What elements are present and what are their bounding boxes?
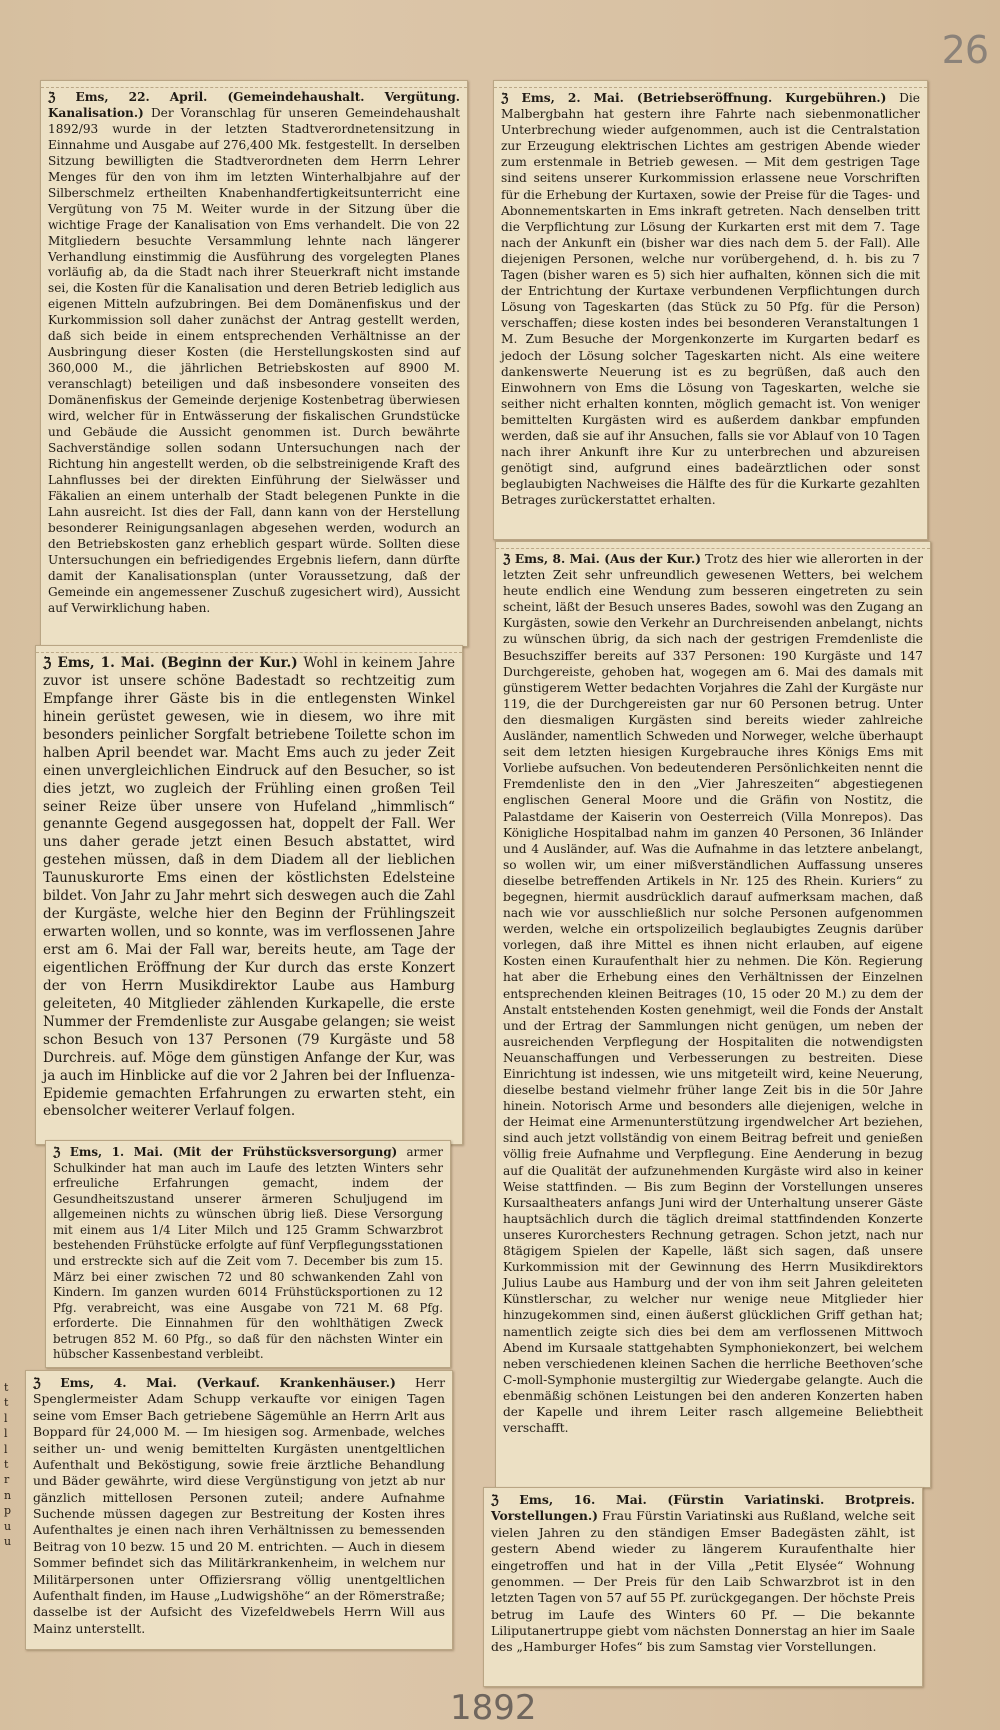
edge-letter: u bbox=[4, 1534, 12, 1548]
edge-letter: u bbox=[4, 1519, 12, 1533]
edge-letter: n bbox=[4, 1488, 12, 1502]
adjacent-clipping-edge bbox=[4, 1380, 20, 1549]
newspaper-clipping-aus-der-kur bbox=[495, 541, 931, 1488]
clipping-body bbox=[48, 90, 460, 616]
clipping-dateline: ℨ Ems, 22. April. (Gemeindehaushalt. Vergütung. Kanalisation.) bbox=[48, 90, 460, 120]
handwritten-year-mark: 1892 bbox=[450, 1688, 537, 1728]
clipping-dateline: ℨ Ems, 8. Mai. (Aus der Kur.) bbox=[503, 552, 702, 566]
clipping-cut-edge bbox=[36, 646, 462, 653]
clipping-dateline: ℨ Ems, 16. Mai. (Fürstin Variatinski. Brotpreis. Vorstellungen.) bbox=[491, 1492, 915, 1524]
edge-letter: l bbox=[4, 1427, 8, 1441]
clipping-dateline: ℨ Ems, 2. Mai. (Betriebseröffnung. Kurgebühren.) bbox=[501, 91, 887, 105]
edge-letter: p bbox=[4, 1504, 12, 1518]
clipping-text: Trotz des hier wie allerorten in der letzten Zeit sehr unfreundlich gewesenen Wetters, bei welchem heute endlich eine Wendung zum besseren eingetreten zu sein scheint, läßt der Besuch unseres Bades, sowohl was den Zugang an Kurgästen, sowie den Verkehr an Durchreisenden anbelangt, nichts zu wünschen übrig, da sich nach der gestrigen Fremdenliste die Besuchsziffer bereits auf 337 Personen: 190 Kurgäste und 147 Durchgereiste, gehoben hat, wogegen am 6. Mai des damals mit günstigerem Wetter bedachten Vorjahres die Zahl der Kurgäste nur 119, die der Durchgereisten gar nur 60 Personen betrug. Unter den diesmaligen Kurgästen sind bereits wieder zahlreiche Ausländer, namentlich Schweden und Norweger, welche überhaupt seit dem letzten hiesigen Kurgebrauche ihres Königs Ems mit Vorliebe aufsuchen. Von bedeutenderen Persönlichkeiten nennt die Fremdenliste den in den „Vier Jahreszeiten“ abgestiegenen englischen General Moore und die Gräfin von Nostitz, die Palastdame der Kaiserin von Oesterreich (Villa Monrepos). Das Königliche Hospitalbad nahm im ganzen 40 Personen, 36 Inländer und 4 Ausländer, auf. Was die Aufnahme in das letztere anbelangt, so wollen wir, um einer mißverständlichen Auffassung unseres dieselbe betreffenden Artikels in Nr. 125 des Rhein. Kuriers“ zu begegnen, hiermit ausdrücklich darauf aufmerksam machen, daß nach wie vor ausschließlich nur solche Personen aufgenommen werden, welche ein ortspolizeilich beglaubigtes Zeugnis darüber vorlegen, daß ihre Mittel es ihnen nicht erlauben, auf eigene Kosten einen Kuraufenthalt hier zu nehmen. Die Kön. Regierung hat aber die Erhebung eines den Verhältnissen der Einzelnen entsprechenden kleinen Beitrages (10, 15 oder 20 M.) zu dem der Anstalt entstehenden Kosten genehmigt, weil die Fonds der Anstalt und der Ertrag der Sammlungen nicht genügen, um neben der ausreichenden Verpflegung der Hospitaliten die notwendigsten Neuanschaffungen und Verbesserungen zu bestreiten. Diese Einrichtung ist indessen, wie uns mitgeteilt wird, keine Neuerung, dieselbe bestand vielmehr früher lange Zeit bis in die 50r Jahre hinein. Notorisch Arme und besonders alle diejenigen, welche in der Heimat eine Armenunterstützung irgendwelcher Art beziehen, sind auch jetzt vollständig von einem Beitrag befreit und genießen völlig freie Aufnahme und Verpflegung. Eine Aenderung in bezug auf die Qualität der aufzunehmenden Kurgäste wird also in keiner Weise stattfinden. — Bis zum Beginn der Vorstellungen unseres Kursaaltheaters anfangs Juni wird der Unterhaltung unserer Gäste hauptsächlich durch die täglich dreimal stattfindenden Konzerte unseres Kurorchesters Rechnung getragen. Schon jetzt, nach nur 8tägigem Spielen der Kapelle, läßt sich sagen, daß unsere Kurkommission mit der Gewinnung des Herrn Musikdirektors Julius Laube aus Hamburg und der von ihm seit Jahren geleiteten Künstlerschar, zu welcher nur wenige neue Mitglieder hier hinzugekommen sind, einen äußerst glücklichen Griff gethan hat; namentlich zeigte sich dies bei dem am verflossenen Mittwoch Abend im Kursaale stattgehabten Symphoniekonzert, bei welchem neben verschiedenen kleinen Sachen die herrliche Beethoven’sche C-moll-Symphonie mustergiltig zur Wiedergabe gelangte. Auch die ebenmäßig schönen Leistungen bei den anderen Konzerten haben der Kapelle und ihrem Leiter rasch allgemeine Beliebtheit verschafft. bbox=[503, 552, 924, 1436]
clipping-text: Herr Spenglermeister Adam Schupp verkaufte vor einigen Tagen seine vom Emser Bach getriebene Sägemühle an Herrn Arlt aus Boppard für 24,000 M. — Im hiesigen sog. Armenbade, welches seither un- und wenig bemittelten Kurgästen unentgeltlichen Aufenthalt und Beköstigung, sowie freie ärztliche Behandlung und Bäder gewährte, wird diese Vergünstigung von jetzt ab nur gänzlich mittellosen Personen zuteil; andere Aufnahme Suchende müssen dagegen zur Bestreitung der Kosten ihres Aufenthaltes je einen nach ihren Verhältnissen zu bemessenden Beitrag von 10 bezw. 15 und 20 M. entrichten. — Auch in diesem Sommer befindet sich das Militärkrankenheim, in welchem nur Militärpersonen unter Offiziersrang völlig unentgeltlichen Aufenthalt finden, im Hause „Ludwigshöhe“ an der Römerstraße; dasselbe ist der Aufsicht des Vizefeldwebels Herrn Will aus Mainz unterstellt. bbox=[33, 1375, 445, 1636]
clipping-dateline: ℨ Ems, 1. Mai. (Mit der Frühstücksversorgung) bbox=[53, 1145, 398, 1159]
newspaper-clipping-beginn-der-kur bbox=[35, 645, 463, 1145]
clipping-text: Wohl in keinem Jahre zuvor ist unsere schöne Badestadt so rechtzeitig zum Empfange ihrer Gäste bis in die entlegensten Winkel hinein gerüstet gewesen, wie in diesem, wo ihre mit besonders peinlicher Sorgfalt betriebene Toilette schon im halben April beendet war. Macht Ems auch zu jeder Zeit einen unvergleichlichen Eindruck auf den Besucher, so ist dies jetzt, wo zugleich der Frühling einen großen Teil seiner Reize über unsere von Hufeland „himmlisch“ genannte Gegend ausgegossen hat, doppelt der Fall. Wer uns daher gerade jetzt einen Besuch abstattet, wird gestehen müssen, daß in dem Diadem all der lieblichen Taunuskurorte Ems einen der köstlichsten Edelsteine bildet. Von Jahr zu Jahr mehrt sich deswegen auch die Zahl der Kurgäste, welche hier den Beginn der Frühlingszeit erwarten wollen, und so konnte, was im verflossenen Jahre erst am 6. Mai der Fall war, bereits heute, am Tage der eigentlichen Eröffnung der Kur durch das erste Konzert der von Herrn Musikdirektor Laube aus Hamburg geleiteten, 40 Mitglieder zählenden Kurkapelle, die erste Nummer der Fremdenliste zur Ausgabe gelangen; sie weist schon Besuch von 137 Personen (79 Kurgäste und 58 Durchreis. auf. Möge dem günstigen Anfange der Kur, was ja auch im Hinblicke auf die vor 2 Jahren bei der Influenza-Epidemie gemachten Erfahrungen zu erwarten steht, ein ebensolcher weiterer Verlauf folgen. bbox=[43, 655, 455, 1120]
clipping-cut-edge bbox=[494, 81, 927, 88]
edge-letter: t bbox=[4, 1396, 9, 1410]
clipping-text: Die Malbergbahn hat gestern ihre Fahrte nach siebenmonatlicher Unterbrechung wieder aufgenommen, auch ist die Centralstation zur Erzeugung elektrischen Lichtes am gestrigen Abende wieder zum erstenmale in Betrieb gewesen. — Mit dem gestrigen Tage sind seitens unserer Kurkommission erlassene neue Vorschriften für die Erhebung der Kurtaxen, sowie der Preise für die Tages- und Abonnementskarten in Ems inkraft getreten. Nach denselben tritt die Verpflichtung zur Lösung der Kurkarten erst mit dem 7. Tage nach der Ankunft ein (bisher war dies nach dem 5. der Fall). Alle diejenigen Personen, welche nur vorübergehend, d. h. bis zu 7 Tagen (bisher waren es 5) sich hier aufhalten, können sich die mit der Entrichtung der Kurtaxe verbundenen Verpflichtungen durch Lösung von Tageskarten (das Stück zu 50 Pfg. für die Person) verschaffen; diese kosten indes bei besonderen Veranstaltungen 1 M. Zum Besuche der Morgenkonzerte im Kurgarten bedarf es jedoch der Lösung solcher Tageskarten nicht. Als eine weitere dankenswerte Neuerung ist es zu begrüßen, daß auch den Einwohnern von Ems die Lösung von Tageskarten, welche sie seither nicht erhalten konnten, möglich gemacht ist. Von weniger bemittelten Kurgästen wird es außerdem dankbar empfunden werden, daß sie auf ihr Ansuchen, falls sie vor Ablauf von 10 Tagen nach ihrer Ankunft ihre Kur zu unterbrechen und abzureisen genötigt sind, aufgrund eines badeärztlichen oder sonst beglaubigten Nachweises die Hälfte des für die Kurkarte gezahlten Betrages zurückerstattet erhalten. bbox=[501, 91, 920, 508]
newspaper-clipping-fuerstin-variatinski bbox=[483, 1487, 923, 1687]
newspaper-clipping-krankenhaeuser bbox=[25, 1370, 453, 1650]
newspaper-clipping-fruehstuecksversorgung bbox=[45, 1140, 451, 1368]
edge-letter: t bbox=[4, 1457, 9, 1471]
edge-letter: t bbox=[4, 1381, 9, 1394]
clipping-body bbox=[503, 551, 923, 1436]
clipping-cut-edge bbox=[496, 542, 930, 549]
clipping-text: Der Voranschlag für unseren Gemeindehaushalt 1892/93 wurde in der letzten Stadtverordnetensitzung in Einnahme und Ausgabe auf 276,400 Mk. festgestellt. In derselben Sitzung bewilligten die Stadtverordneten dem Herrn Lehrer Menges für den von ihm im letzten Winterhalbjahre auf der Silberschmelz ertheilten Knabenhandfertigkeitsunterricht eine Vergütung von 75 M. Weiter wurde in der Sitzung über die wichtige Frage der Kanalisation von Ems verhandelt. Die von 22 Mitgliedern besuchte Versammlung lehnte nach längerer Verhandlung einstimmig die Ausführung des vorgelegten Planes vorläufig ab, da die Stadt nach ihrer Steuerkraft nicht imstande sei, die Kosten für die Kanalisation und deren Betrieb lediglich aus eigenen Mitteln aufzubringen. Bei dem Domänenfiskus und der Kurkommission soll daher zunächst der Antrag gestellt werden, daß sich beide in einem entsprechenden Verhältnisse an der Ausbringung dieser Kosten (die Herstellungskosten sind auf 360,000 M., die jährlichen Betriebskosten auf 8900 M. veranschlagt) beteiligen und daß insbesondere vonseiten des Domänenfiskus der Gemeinde derjenige Kostenbetrag überwiesen wird, welcher für in Entwässerung der fiskalischen Grundstücke und Gebäude die Aussicht genommen ist. Durch bewährte Sachverständige sollen sodann Untersuchungen nach der Richtung hin angestellt werden, ob die selbstreinigende Kraft des Lahnflusses bei der direkten Einführung der Sielwässer und Fäkalien an einem unterhalb der Stadt belegenen Punkte in die Lahn ausreicht. Ist dies der Fall, dann kann von der Herstellung besonderer Reinigungsanlagen abgesehen werden, wodurch an den Betriebskosten ganz erheblich gespart würde. Sollten diese Untersuchungen ein befriedigendes Ergebnis liefern, dann dürfte damit der Kanalisationsplan (unter Voraussetzung, daß der Gemeinde ein angemessener Zuschuß zugesichert wird), Aussicht auf Verwirklichung haben. bbox=[48, 105, 460, 615]
clipping-text: armer Schulkinder hat man auch im Laufe des letzten Winters sehr erfreuliche Erfahrungen gemacht, indem der Gesundheitszustand unserer ärmeren Schuljugend im allgemeinen nichts zu wünschen übrig ließ. Diese Versorgung mit einem aus 1/4 Liter Milch und 125 Gramm Schwarzbrot bestehenden Frühstücke erfolgte auf fünf Verpflegungsstationen und erstreckte sich auf die Zeit vom 7. December bis zum 15. März bei einer zwischen 72 und 80 schwankenden Zahl von Kindern. Im ganzen wurden 6014 Frühstücksportionen zu 12 Pfg. verabreicht, was eine Ausgabe von 721 M. 68 Pfg. erforderte. Die Einnahmen für den wohlthätigen Zweck betrugen 852 M. 60 Pfg., so daß für den nächsten Winter ein hübscher Kassenbestand verbleibt. bbox=[53, 1145, 443, 1362]
page-number-mark: 26 bbox=[941, 28, 988, 72]
clipping-body bbox=[53, 1145, 443, 1363]
newspaper-clipping-kurgebuehren bbox=[493, 80, 928, 540]
clipping-cut-edge bbox=[41, 81, 467, 88]
clipping-text: Frau Fürstin Variatinski aus Rußland, welche seit vielen Jahren zu den ständigen Emser Badegästen zählt, ist gestern Abend wieder zu längerem Kuraufenthalte hier eingetroffen und hat in der Villa „Petit Elysée“ Wohnung genommen. — Der Preis für den Laib Schwarzbrot ist in den letzten Tagen von 57 auf 55 Pf. zurückgegangen. Der höchste Preis betrug im Laufe des Winters 60 Pf. — Die bekannte Liliputanertruppe giebt vom nächsten Donnerstag an hier im Saale des „Hamburger Hofes“ bis zum Samstag vier Vorstellungen. bbox=[491, 1508, 915, 1655]
clipping-dateline: ℨ Ems, 4. Mai. (Verkauf. Krankenhäuser.) bbox=[33, 1375, 396, 1390]
clipping-body bbox=[33, 1375, 445, 1637]
edge-letter: l bbox=[4, 1411, 8, 1425]
clipping-body bbox=[501, 90, 920, 508]
newspaper-clipping-gemeindehaushalt bbox=[40, 80, 468, 647]
edge-letter: r bbox=[4, 1473, 10, 1487]
clipping-dateline: ℨ Ems, 1. Mai. (Beginn der Kur.) bbox=[43, 655, 298, 671]
clipping-body bbox=[43, 655, 455, 1121]
edge-letter: l bbox=[4, 1442, 8, 1456]
clipping-body bbox=[491, 1492, 915, 1656]
